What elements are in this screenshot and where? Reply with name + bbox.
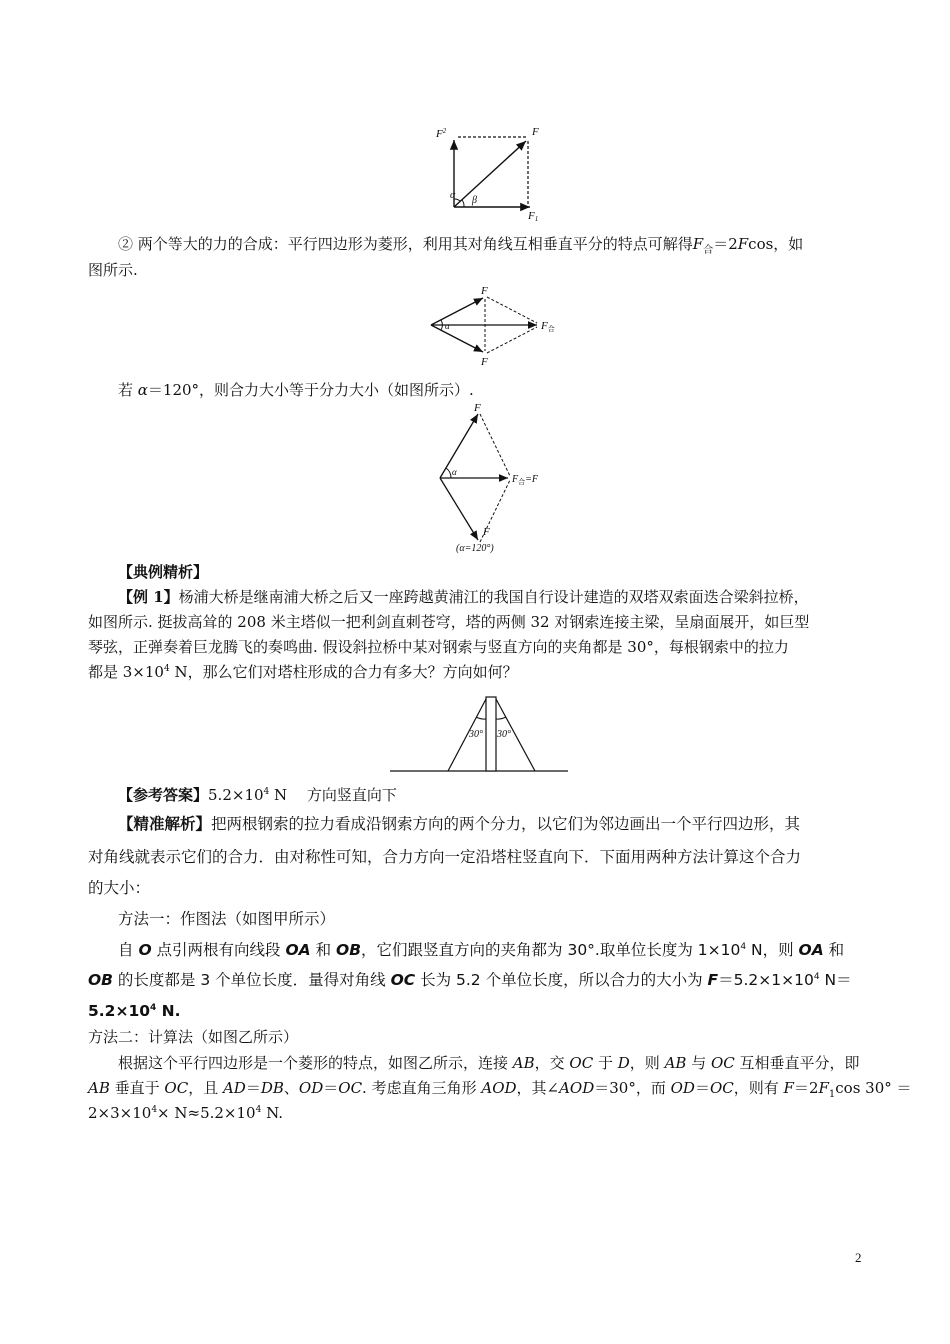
method2-line3: $2\times 3\times 10^4\times N\approx 5.2\times 10^4$ N. — [88, 1104, 284, 1122]
f-resultant-label: F合 — [541, 320, 555, 333]
f-top-label: F — [474, 402, 481, 414]
force-rectangle-figure — [430, 125, 550, 223]
method1-line3: $5.2\times 10^4$ N. — [88, 1002, 181, 1020]
page-number: 2 — [855, 1250, 862, 1265]
example1-line1: 【例 1】杨浦大桥是继南浦大桥之后又一座跨越黄浦江的我国自行设计建造的双塔双索面迭合梁斜拉桥， — [118, 588, 809, 606]
method2-line2: AB 垂直于 OC，且 AD＝DB、OD＝OC. 考虑直角三角形 AOD，其∠AOD＝30°，而 OD＝OC，则有 $F=2F_1\cos$ 30° ＝ — [88, 1079, 912, 1100]
section-title: 【典例精析】 — [118, 563, 209, 581]
paragraph-120-degrees: 若 α＝120°，则合力大小等于分力大小（如图所示）. — [118, 381, 474, 399]
alpha-label: α — [450, 190, 456, 201]
example1-line4: 都是 $3\times 10^4$ N，那么它们对塔柱形成的合力有多大？方向如何？ — [88, 663, 518, 681]
bridge-tower-figure — [390, 695, 570, 775]
method1-line2: OB 的长度都是 3 个单位长度．量得对角线 OC 长为 5.2 个单位长度，所以合力的大小为 $F=5.2\times 1\times 10^4$ N＝ — [88, 971, 852, 989]
alpha-label: α — [452, 467, 457, 477]
f-bottom-label: F — [483, 526, 490, 538]
solution-line3: 的大小： — [88, 879, 151, 897]
solution-line2: 对角线就表示它们的合力．由对称性可知，合力方向一定沿塔柱竖直向下．下面用两种方法计算这个合力 — [88, 848, 802, 866]
right-angle-label: 30° — [497, 729, 511, 740]
method1-title: 方法一：作图法（如图甲所示） — [118, 910, 336, 928]
f1-label: F1 — [528, 210, 539, 223]
rhombus-figure — [425, 285, 575, 368]
method2-title: 方法二：计算法（如图乙所示） — [88, 1028, 299, 1046]
figure-caption: (α=120°) — [456, 543, 494, 554]
paragraph-equal-forces: ② 两个等大的力的合成：平行四边形为菱形，利用其对角线互相垂直平分的特点可解得$F_合=2Fcos$，如 — [118, 235, 804, 256]
left-angle-label: 30° — [469, 729, 483, 740]
example1-line2: 如图所示. 挺拔高耸的 208 米主塔似一把利剑直刺苍穹，塔的两侧 32 对钢索连接主梁，呈扇面展开，如巨型 — [88, 613, 810, 631]
method1-line1: 自 O 点引两根有向线段 OA 和 OB，它们跟竖直方向的夹角都为 30°.取单位长度为 $1\times 10^4$ N，则 OA 和 — [118, 941, 845, 959]
f-bottom-label: F — [481, 356, 488, 368]
f-resultant-label: $F_合=F$ — [512, 474, 538, 486]
solution-line1: 【精准解析】把两根钢索的拉力看成沿钢索方向的两个分力，以它们为邻边画出一个平行四边形，其 — [118, 815, 801, 833]
f2-label: $F^2$ — [436, 127, 447, 140]
f-top-label: F — [481, 285, 488, 297]
alpha-label: α — [445, 321, 450, 331]
f-label: F — [532, 126, 539, 138]
rhombus-120-figure — [430, 402, 560, 552]
paragraph-equal-forces-line2: 图所示. — [88, 261, 138, 279]
beta-label: β — [472, 195, 477, 206]
method2-line1: 根据这个平行四边形是一个菱形的特点，如图乙所示，连接 AB，交 OC 于 D，则 AB 与 OC 互相垂直平分，即 — [118, 1054, 860, 1072]
example1-line3: 琴弦，正弹奏着巨龙腾飞的奏鸣曲. 假设斜拉桥中某对钢索与竖直方向的夹角都是 30°，每根钢索中的拉力 — [88, 638, 789, 656]
reference-answer: 【参考答案】$5.2\times 10^4$ N 方向竖直向下 — [118, 786, 397, 804]
